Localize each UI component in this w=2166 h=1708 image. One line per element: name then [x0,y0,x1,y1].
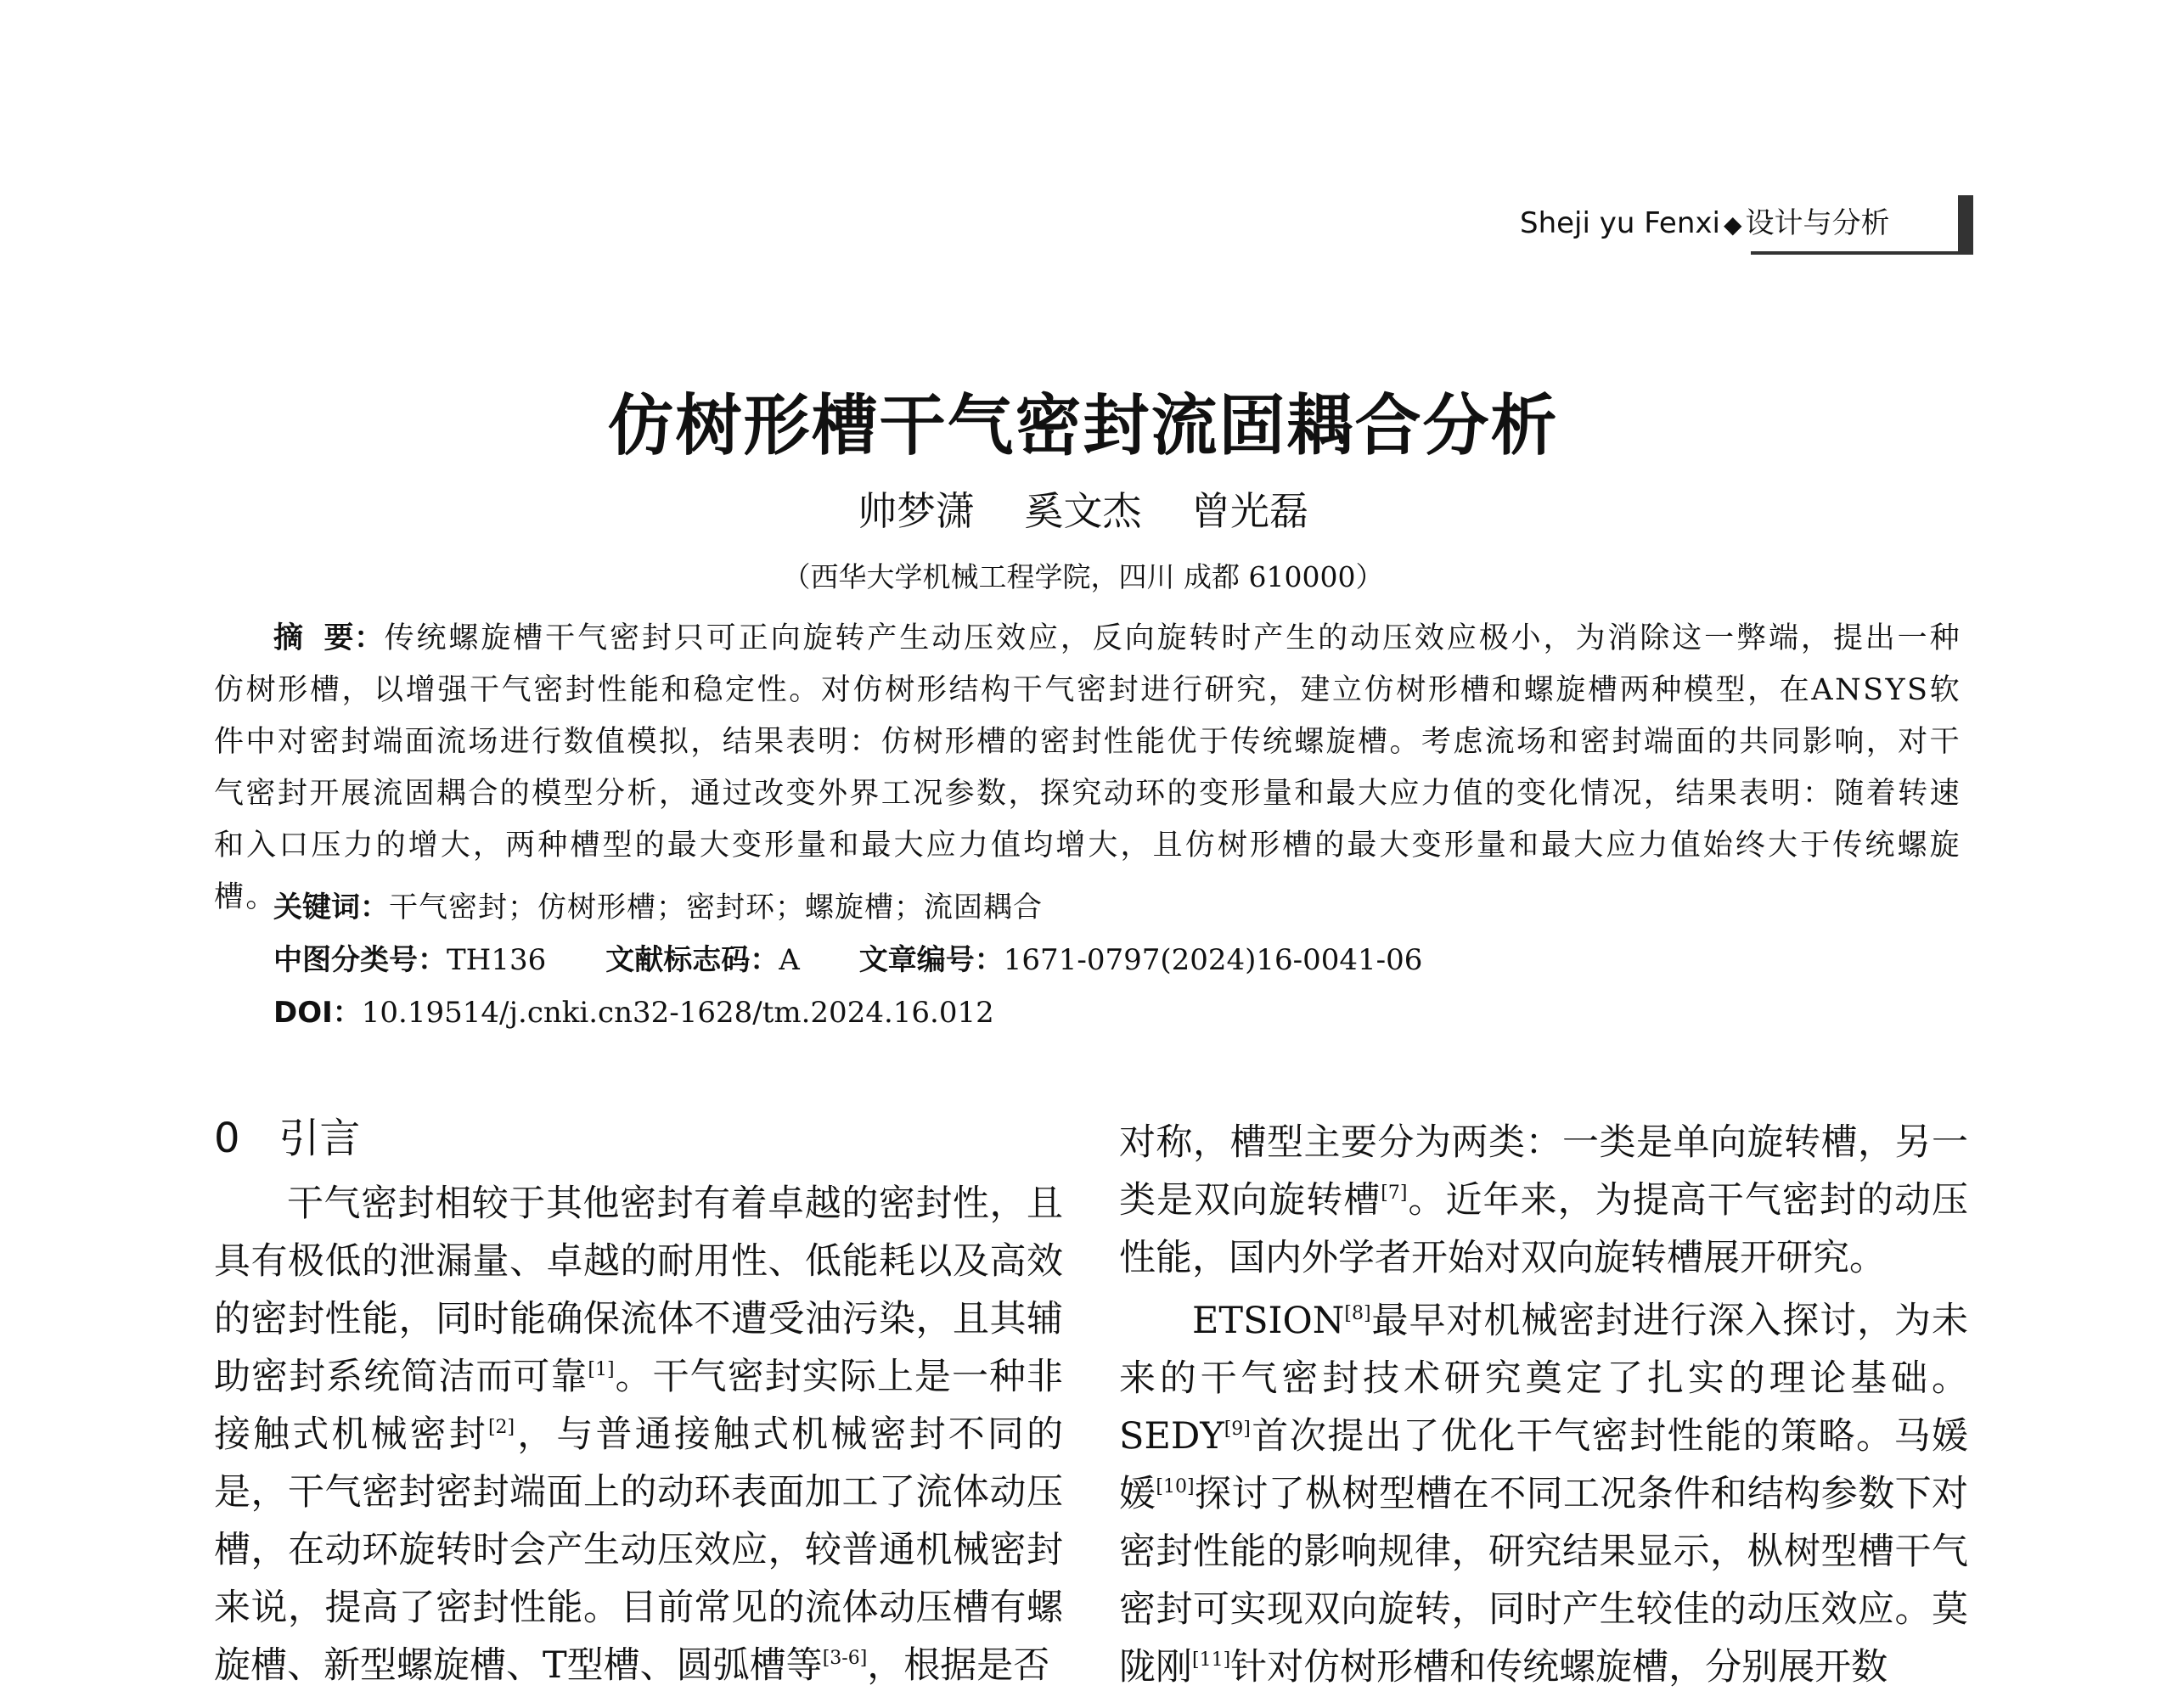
section-title: 引言 [278,1115,361,1162]
paragraph [214,1175,1063,1694]
keywords-label: 关键词： [273,891,389,924]
doi-value: 10.19514/j.cnki.cn32-1628/tm.2024.16.012 [361,996,994,1030]
diamond-separator-icon: ◆ [1723,211,1742,239]
text-run: 探讨了枞树型槽在不同工况条件和结构参数下对密封性能的影响规律，研究结果显示，枞树型槽干气密封可实现双向旋转，同时产生较佳的动压效应。莫陇刚 [1119,1473,1969,1688]
text-run: 首次提出了优化干气密封性能的策略。马媛媛 [1119,1415,1968,1515]
abstract-text: 传统螺旋槽干气密封只可正向旋转产生动压效应，反向旋转时产生的动压效应极小，为消除这一弊端，提出一种仿树形槽，以增强干气密封性能和稳定性。对仿树形结构干气密封进行研究，建立仿树形槽和螺旋槽两种模型，在ANSYS软件中对密封端面流场进行数值模拟，结果表明：仿树形槽的密封性能优于传统螺旋槽。考虑流场和密封端面的共同影响，对干气密封开展流固耦合的模型分析，通过改变外界工况参数，探究动环的变形量和最大应力值的变化情况，结果表明：随着转速和入口压力的增大，两种槽型的最大变形量和最大应力值均增大，且仿树形槽的最大变形量和最大应力值始终大于传统螺旋槽。 [214,621,1961,914]
paper-title: 仿树形槽干气密封流固耦合分析 [607,388,1559,464]
clc-value: TH136 [447,943,547,977]
citation: [8] [1344,1303,1371,1324]
article-number-label: 文章编号： [858,943,1004,977]
abstract [214,613,1961,924]
abstract-label-2: 要： [323,621,385,655]
author-list: 帅梦潇 奚文杰 曾光磊 [858,488,1308,534]
citation: [1] [588,1359,615,1380]
text-run: 针对仿树形槽和传统螺旋槽，分别展开数 [1230,1646,1888,1688]
text-run: ，根据是否 [867,1644,1050,1687]
section-heading [214,1109,360,1168]
citation: [2] [487,1417,515,1438]
text-run: 干气密封相较于其他密封有着卓越的密封性，且具有极低的泄漏量、卓越的耐用性、低能耗以及高效的密封性能，同时能确保流体不遭受油污染，且其辅助密封系统简洁而可靠 [214,1183,1063,1398]
header-bar-decoration [1958,195,1973,251]
paragraph [1119,1292,1968,1696]
text-run: 。近年来，为提高干气密封的动压性能，国内外学者开始对双向旋转槽展开研究。 [1119,1179,1969,1279]
column-name: 设计与分析 [1745,206,1890,240]
document-code-label: 文献标志码： [605,943,779,977]
running-header [1520,202,1978,255]
document-code-value: A [779,943,800,977]
clc-label: 中图分类号： [273,943,447,977]
citation: [3-6] [822,1648,868,1669]
article-number-value: 1671-0797(2024)16-0041-06 [1003,943,1423,977]
journal-pinyin: Sheji yu Fenxi [1520,206,1720,240]
abstract-label: 摘 [273,621,324,655]
doi-label: DOI： [273,996,362,1030]
affiliation: （西华大学机械工程学院，四川 成都 610000） [782,560,1384,593]
citation: [9] [1224,1419,1251,1440]
paragraph [1119,1114,1968,1287]
header-underline [1751,251,1973,255]
section-number: 0 [214,1115,240,1162]
citation: [11] [1192,1649,1231,1671]
text-run: 。干气密封实际上是一种非接触式机械密封 [214,1356,1064,1456]
text-run: ETSION [1192,1300,1345,1342]
classification-line [273,939,1422,981]
keywords-text: 干气密封；仿树形槽；密封环；螺旋槽；流固耦合 [389,891,1043,924]
text-run: 最早对机械密封进行深入探讨，为未来的干气密封技术研究奠定了扎实的理论基础。SEDY [1119,1300,1968,1458]
citation: [10] [1156,1476,1195,1497]
body-column-left [214,1175,1063,1694]
doi-line [273,992,994,1034]
body-column-right [1119,1114,1968,1696]
citation: [7] [1381,1183,1408,1204]
text-run: ，与普通接触式机械密封不同的是，干气密封密封端面上的动环表面加工了流体动压槽，在动环旋转时会产生动压效应，较普通机械密封来说，提高了密封性能。目前常见的流体动压槽有螺旋槽、新型螺旋槽、T型槽、圆弧槽等 [214,1413,1064,1687]
text-run: 对称，槽型主要分为两类：一类是单向旋转槽，另一类是双向旋转槽 [1119,1121,1968,1222]
keywords [273,886,1043,929]
